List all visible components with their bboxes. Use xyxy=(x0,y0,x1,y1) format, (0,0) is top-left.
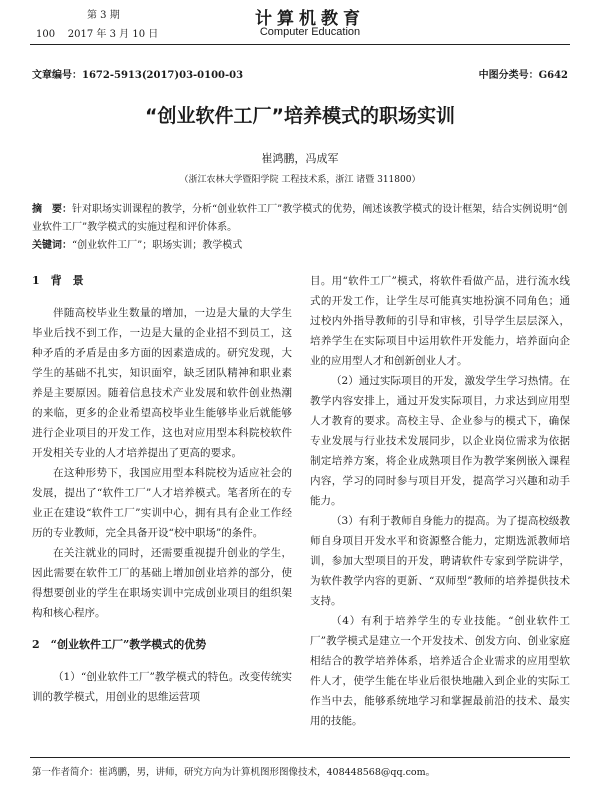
abstract xyxy=(32,201,572,255)
paragraph: 在这种形势下，我国应用型本科院校为适应社会的发展，提出了“软件工厂”人才培养模式。笔者所在的专业正在建设“软件工厂”实训中心，拥有具有企业工作经历的专业教师，完全具备开设“校中职场”的条件。 xyxy=(32,467,292,539)
authors: 崔鸿鹏，冯成军 xyxy=(261,152,339,165)
paragraph: （2）通过实际项目的开发，激发学生学习热情。在教学内容安排上，通过开发实际项目，力求达到应用型人才教育的要求。高校主导、企业参与的模式下，确保专业发展与行业技术发展同步，以企业岗位需求为依据制定培养方案，将企业成熟项目作为教学案例嵌入课程内容，学习的同时参与项目开发，提高学习兴趣和动手能力。 xyxy=(310,375,570,507)
abstract-label: 摘 要： xyxy=(32,204,72,215)
paragraph: （4）有利于培养学生的专业技能。“创业软件工厂”教学模式是建立一个开发技术、创发方向、创业家庭相结合的教学培养体系，培养适合企业需求的应用型软件人才，使学生能在毕业后很快地融入到企业的实际工作当中去，能够系统地学习和掌握最前沿的技术、最实用的技能。 xyxy=(310,615,570,727)
header-rule xyxy=(30,44,570,45)
section-heading-1: 1 背 景 xyxy=(32,274,84,287)
footnote-rule xyxy=(30,757,570,758)
keywords-label: 关键词： xyxy=(32,240,72,251)
paragraph: 伴随高校毕业生数量的增加，一边是大量的大学生毕业后找不到工作，一边是大量的企业招不到员工，这种矛盾的矛盾是由多方面的因素造成的。研究发现，大学生的基础不扎实，知识面窄，缺乏团队精神和职业素养是主要原因。随着信息技术产业发展和软件创业热潮的来临，更多的企业希望高校毕业生能够毕业后就能够进行企业项目的开发工作，这也对应用型本科院校软件开发相关专业的人才培养提出了更高的要求。 xyxy=(32,307,292,459)
right-column xyxy=(310,271,570,731)
article-number: 文章编号：1672-5913(2017)03-0100-03 xyxy=(32,70,244,81)
affiliation: （浙江农林大学暨阳学院 工程技术系，浙江 诸暨 311800） xyxy=(179,175,421,185)
footnote: 第一作者简介：崔鸿鹏，男，讲师，研究方向为计算机图形图像技术，408448568@qq.com。 xyxy=(32,767,436,778)
left-column xyxy=(32,271,292,707)
paragraph: 目。用“软件工厂”模式，将软件看做产品，进行流水线式的开发工作，让学生尽可能真实地扮演不同角色；通过校内外指导教师的引导和审核，引导学生层层深入，培养学生在实际项目中运用软件开发能力，培养面向企业的应用型人才和创新创业人才。 xyxy=(310,275,570,367)
keywords: “创业软件工厂”；职场实训；教学模式 xyxy=(72,240,243,251)
page-date: 100 2017 年 3 月 10 日 xyxy=(36,29,159,40)
issue-number: 第 3 期 xyxy=(87,10,120,21)
paper-title: “创业软件工厂”培养模式的职场实训 xyxy=(145,105,455,127)
section-heading-2: 2 “创业软件工厂”教学模式的优势 xyxy=(32,638,207,651)
journal-title: 计算机教育 xyxy=(255,9,365,29)
paragraph: 在关注就业的同时，还需要重视提升创业的学生，因此需要在软件工厂的基础上增加创业培养的部分，使得想要创业的学生在职场实训中完成创业项目的组织架构和核心程序。 xyxy=(32,547,292,619)
journal-title-en: Computer Education xyxy=(259,26,361,38)
paragraph: （1）“创业软件工厂”教学模式的特色。改变传统实训的教学模式，用创业的思维运营项 xyxy=(32,671,292,703)
paragraph: （3）有利于教师自身能力的提高。为了提高校级教师自身项目开发水平和资源整合能力，定期选派教师培训，参加大型项目的开发，聘请软件专家到学院讲学，为软件教学内容的更新、“双师型”教师的培养提供技术支持。 xyxy=(310,515,570,607)
abstract-text: 针对职场实训课程的教学，分析“创业软件工厂”教学模式的优势，阐述该教学模式的设计框架，结合实例说明“创业软件工厂”教学模式的实施过程和评价体系。 xyxy=(32,204,568,233)
classification-number: 中图分类号：G642 xyxy=(478,70,568,81)
